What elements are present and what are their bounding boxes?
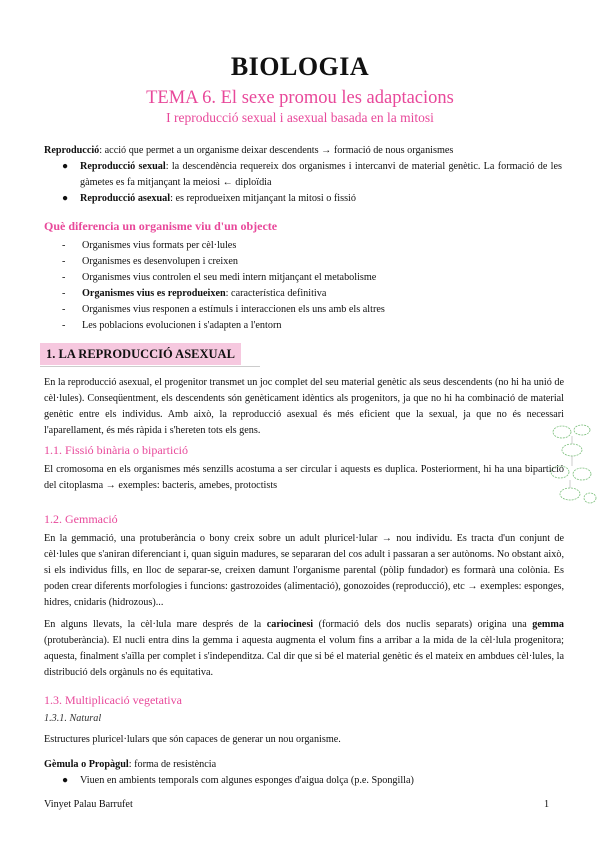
footer-page-number: 1: [544, 799, 550, 810]
list-item: - Organismes vius responen a estímuls i interaccionen els uns amb els altres: [62, 304, 385, 315]
subsection-heading-vegetative: 1.3. Multiplicació vegetativa: [44, 693, 182, 707]
budding-paragraph-1: En la gemmació, una protuberància o bony creix sobre un adult pluricel·lular → nou individu. Es tracta d'un conjunt de cèl·lules que s'aniran diferenciant i, quan siguin madures, se separaran del cos adult i passaran a ser autònoms. No obstant això, si els individus fills, en lloc de separar-se, creixen damunt l'organisme parental (pòlip fundador) es formarà una colònia. Es poden crear diferents morfologies i funcions: gastrozoides (alimentació), gonozoides (reproducció), etc → exemples: esponges, hidres, cnidaris (hidrozous)...: [44, 533, 564, 608]
bullet-text: : la descendència requereix dos organismes i intercanvi de material genètic. La formació de les gàmetes es fa mitjançant la meiosi ← diploïdia: [80, 161, 562, 188]
budding-paragraph-2: En alguns llevats, la cèl·lula mare després de la cariocinesi (formació dels dos nuclis separats) origina una gemma (protuberància). El nucli entra dins la gemma i aquesta augmenta el volum fins a arribar a la mida de la cèl·lula progenitora; aquesta, finalment s'aïlla per complet i s'independitza. Cal dir que si bé el material genètic és el mateix en ambdues cèl·lules, la distribució dels orgànuls no és equitativa.: [44, 619, 564, 678]
gemmule-bullet: ● Viuen en ambients temporals com algunes esponges d'aigua dolça (p.e. Spongilla): [62, 773, 562, 789]
page-subtitle-secondary: I reproducció sexual i asexual basada en la mitosi: [166, 110, 434, 125]
section-heading-asexual: 1. LA REPRODUCCIÓ ASEXUAL: [40, 343, 241, 365]
intro-bullet-asexual: [62, 191, 562, 207]
page-title: BIOLOGIA: [230, 52, 370, 81]
bullet-text: : es reprodueixen mitjançant la mitosi o fissió: [170, 193, 356, 204]
bullet-icon: ●: [62, 775, 69, 786]
list-item: - Organismes vius formats per cèl·lules: [62, 240, 237, 251]
asexual-paragraph: En la reproducció asexual, el progenitor transmet un joc complet del seu material genètic als seus descendents (no hi ha unió de cèl·lules). Conseqüentment, els descendents són genèticament idèntics als progenitors, ja que no hi ha combinació de material genètic entre els individus. Amb això, la reproducció asexual és més eficient que la sexual, ja que no és necessari l'aparellament, és més ràpida i s'hereten tots els gens.: [44, 377, 564, 436]
intro-paragraph: [44, 143, 564, 159]
list-item: - Organismes vius controlen el seu medi intern mitjançant el metabolisme: [62, 272, 377, 283]
bullet-term: Reproducció asexual: [80, 193, 171, 204]
section-divider: [40, 366, 260, 367]
subsection-heading-budding: 1.2. Gemmació: [44, 512, 118, 526]
list-item: - Les poblacions evolucionen i s'adapten a l'entorn: [62, 320, 282, 331]
intro-bullet-sexual: [62, 159, 562, 191]
difference-heading: Què diferencia un organisme viu d'un objecte: [44, 219, 278, 233]
intro-text: : acció que permet a un organisme deixar descendents → formació de nous organismes: [99, 145, 454, 156]
page-subtitle: TEMA 6. El sexe promou les adaptacions: [146, 88, 454, 108]
footer-author: Vinyet Palau Barrufet: [44, 799, 133, 810]
gemmule-paragraph: Gèmula o Propàgul: forma de resistència: [44, 759, 217, 770]
list-item: - Organismes vius es reprodueixen: característica definitiva: [62, 288, 327, 299]
intro-term: Reproducció: [44, 145, 100, 156]
bullet-icon: ●: [62, 161, 69, 172]
fission-paragraph: El cromosoma en els organismes més senzills acostuma a ser circular i aquests es duplica. Posteriorment, hi ha una bipartició del citoplasma → exemples: bacteris, amebes, protoctists: [44, 464, 564, 491]
list-item: - Organismes es desenvolupen i creixen: [62, 256, 238, 267]
bullet-icon: ●: [62, 193, 69, 204]
subsection-heading-fission: 1.1. Fissió binària o bipartició: [44, 443, 188, 457]
vegetative-paragraph: Estructures pluricel·lulars que són capaces de generar un nou organisme.: [44, 734, 341, 745]
bullet-term: Reproducció sexual: [80, 161, 166, 172]
subsubsection-heading-natural: 1.3.1. Natural: [44, 713, 102, 724]
